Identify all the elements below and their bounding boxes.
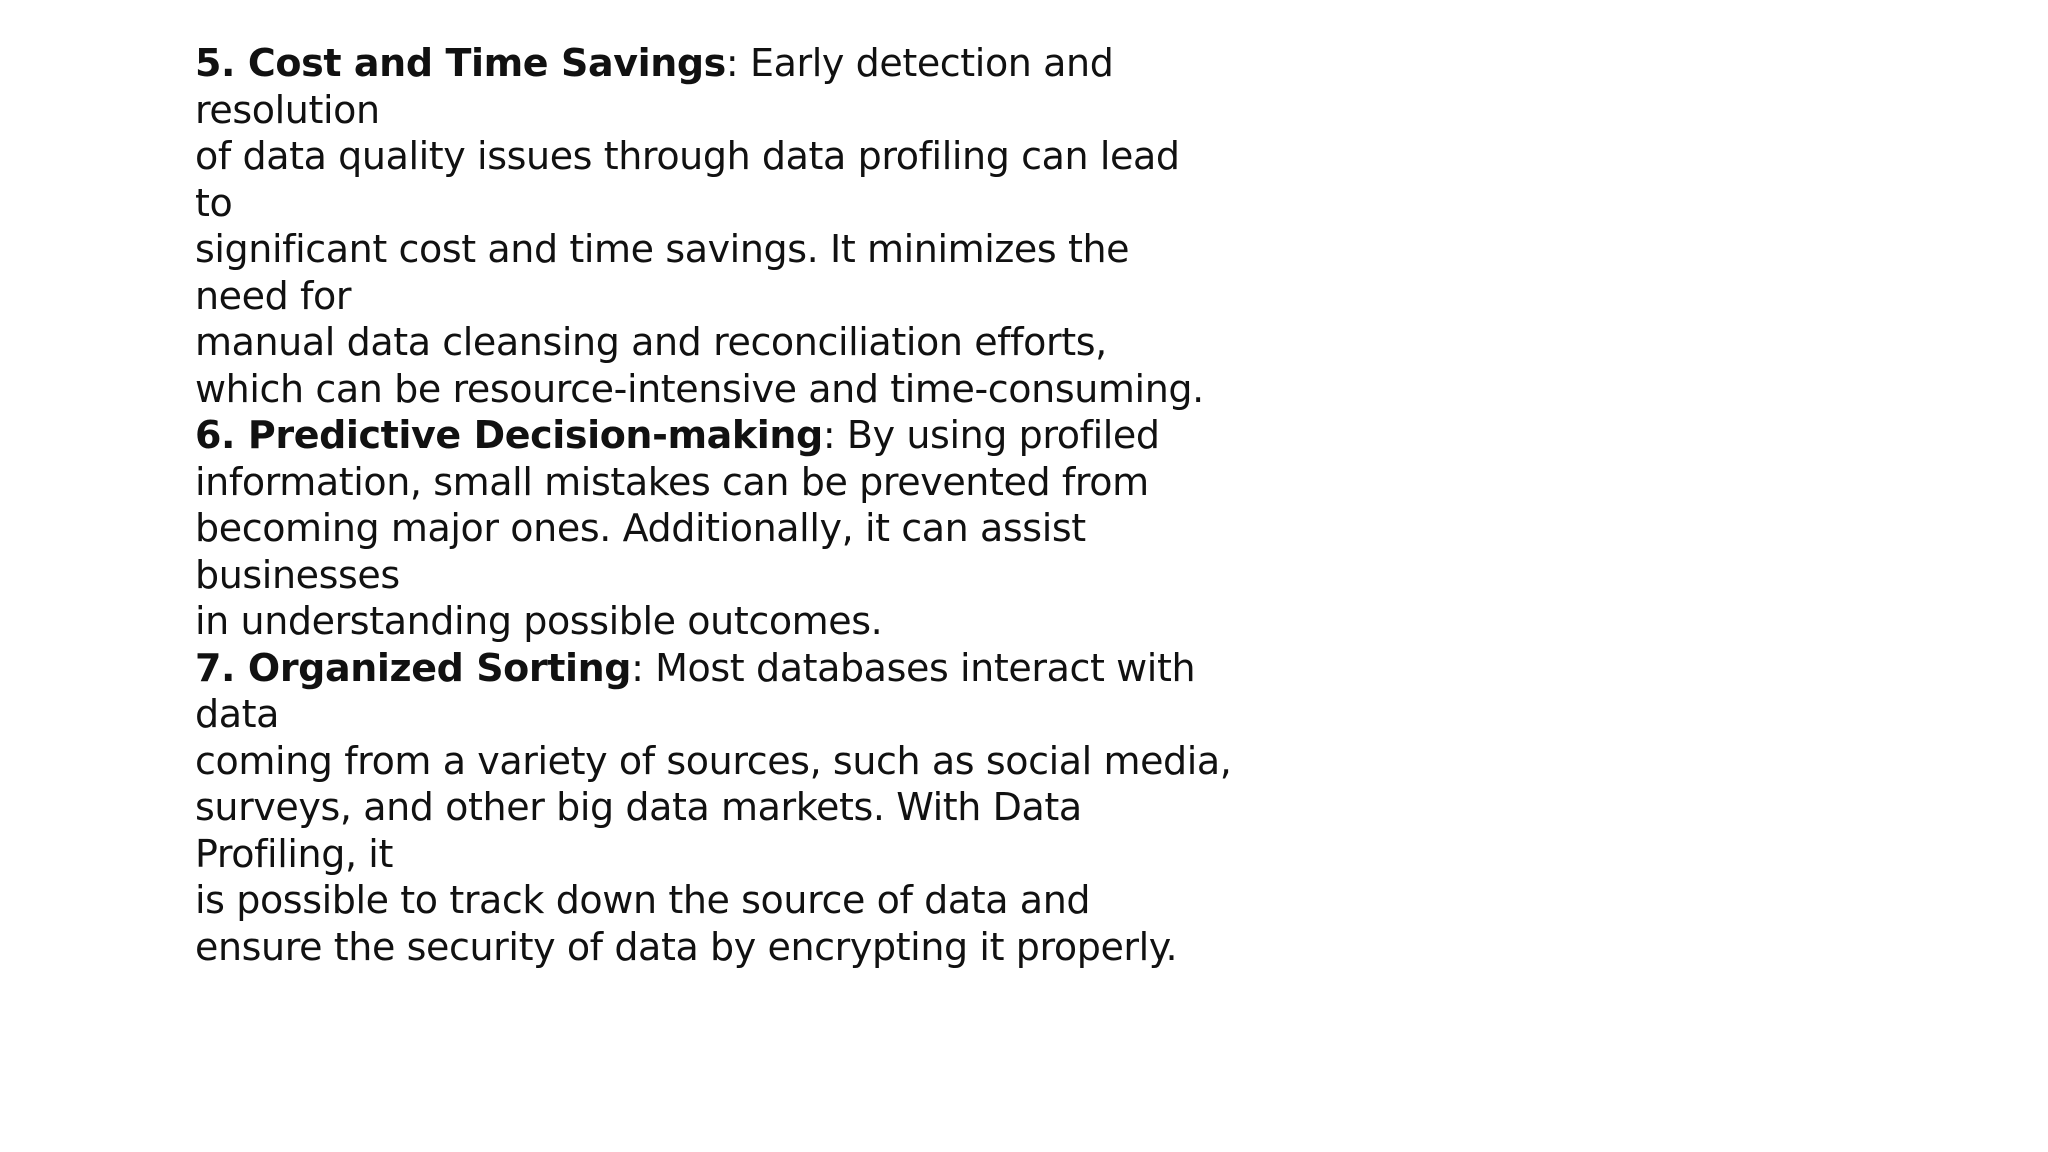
benefit-item-7 [195, 645, 1232, 971]
benefit-item-7-title: Organized Sorting [247, 645, 632, 690]
benefit-item-5-text: : Early detection and [725, 41, 1114, 85]
benefit-item-5-line-6: need for [195, 273, 352, 318]
benefit-item-7-line-4: surveys, and other big data markets. With Data [195, 785, 1082, 829]
benefit-item-7-line-3: coming from a variety of sources, such as social media, [195, 738, 1232, 783]
benefits-list [195, 40, 1232, 970]
benefit-item-6-text: : By using profiled [822, 413, 1160, 457]
benefit-item-6-line-1 [195, 412, 1215, 459]
benefit-item-7-line-6: is possible to track down the source of data and [195, 878, 1091, 922]
benefit-item-6-line-4: businesses [195, 552, 400, 597]
benefit-item-5-line-7: manual data cleansing and reconciliation efforts, [195, 320, 1107, 364]
benefit-item-5-line-5: significant cost and time savings. It minimizes the [195, 227, 1130, 271]
benefit-item-7-line-5: Profiling, it [195, 831, 393, 876]
benefit-item-7-heading [195, 646, 631, 690]
benefit-item-5-line-3: of data quality issues through data profiling can lead [195, 134, 1180, 178]
benefit-item-7-line-2: data [195, 692, 279, 736]
benefit-item-6-title: Predictive Decision-making [247, 413, 823, 457]
benefit-item-6-line-3: becoming major ones. Additionally, it can assist [195, 506, 1086, 550]
benefit-item-5-line-4: to [195, 180, 233, 225]
benefit-item-5-number: 5. [195, 41, 236, 85]
benefit-item-7-line-7: ensure the security of data by encrypting it properly. [195, 924, 1178, 969]
benefit-item-6 [195, 412, 1215, 645]
benefit-item-5-line-2: resolution [195, 87, 380, 132]
benefit-item-5-line-8: which can be resource-intensive and time-consuming. [195, 366, 1204, 411]
benefit-item-6-line-2: information, small mistakes can be prevented from [195, 459, 1149, 504]
benefit-item-5-title: Cost and Time Savings [247, 41, 726, 85]
benefit-item-7-number: 7. [195, 645, 236, 690]
benefit-item-6-number: 6. [195, 413, 236, 457]
benefit-item-7-text: : Most databases interact with [631, 645, 1196, 690]
benefit-item-5-heading [195, 41, 726, 85]
benefit-item-5 [195, 40, 1215, 412]
benefit-item-7-line-1 [195, 645, 1215, 692]
benefit-item-6-heading [195, 413, 823, 457]
benefit-item-6-line-5: in understanding possible outcomes. [195, 599, 883, 643]
benefit-item-5-line-1 [195, 40, 1215, 87]
